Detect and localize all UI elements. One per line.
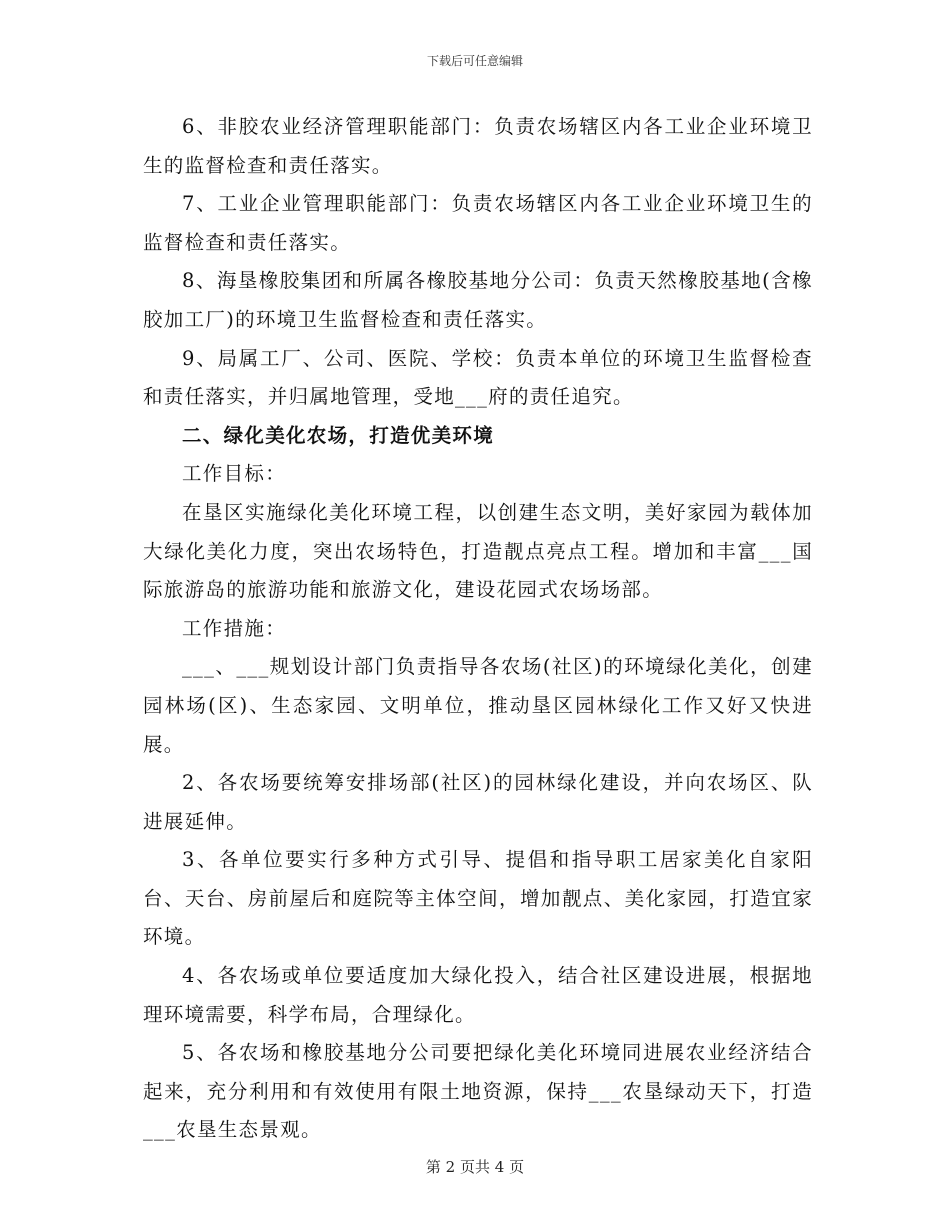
paragraph: 工作措施： — [182, 616, 287, 640]
paragraph: 2、各农场要统筹安排场部(社区)的园林绿化建设，并向农场区、队进展延伸。 — [143, 771, 813, 833]
page-header: 下载后可任意编辑 — [426, 54, 523, 68]
paragraph: 4、各农场或单位要适度加大绿化投入，结合社区建设进展，根据地理环境需要，科学布局，合理绿化。 — [143, 964, 813, 1026]
page-number: 第 2 页共 4 页 — [425, 1158, 525, 1176]
section-heading: 二、绿化美化农场，打造优美环境 — [182, 423, 495, 447]
paragraph: 3、各单位要实行多种方式引导、提倡和指导职工居家美化自家阳台、天台、房前屋后和庭院等主体空间，增加靓点、美化家园，打造宜家环境。 — [143, 848, 813, 949]
paragraph: 在垦区实施绿化美化环境工程，以创建生态文明，美好家园为载体加大绿化美化力度，突出农场特色，打造靓点亮点工程。增加和丰富___国际旅游岛的旅游功能和旅游文化，建设花园式农场场部。 — [143, 500, 813, 602]
paragraph: ___、___规划设计部门负责指导各农场(社区)的环境绿化美化，创建园林场(区)、生态家园、文明单位，推动垦区园林绿化工作又好又快进展。 — [143, 655, 813, 756]
paragraph: 9、局属工厂、公司、医院、学校：负责本单位的环境卫生监督检查和责任落实，并归属地管理，受地___府的责任追究。 — [143, 346, 813, 409]
paragraph: 6、非胶农业经济管理职能部门：负责农场辖区内各工业企业环境卫生的监督检查和责任落实。 — [143, 115, 813, 177]
paragraph: 8、海垦橡胶集团和所属各橡胶基地分公司：负责天然橡胶基地(含橡胶加工厂)的环境卫生监督检查和责任落实。 — [143, 269, 813, 331]
paragraph: 7、工业企业管理职能部门：负责农场辖区内各工业企业环境卫生的监督检查和责任落实。 — [143, 192, 813, 254]
paragraph: 工作目标： — [182, 462, 287, 486]
paragraph: 5、各农场和橡胶基地分公司要把绿化美化环境同进展农业经济结合起来，充分利用和有效使用有限土地资源，保持___农垦绿动天下，打造___农垦生态景观。 — [143, 1041, 813, 1142]
document-body — [143, 108, 813, 1150]
